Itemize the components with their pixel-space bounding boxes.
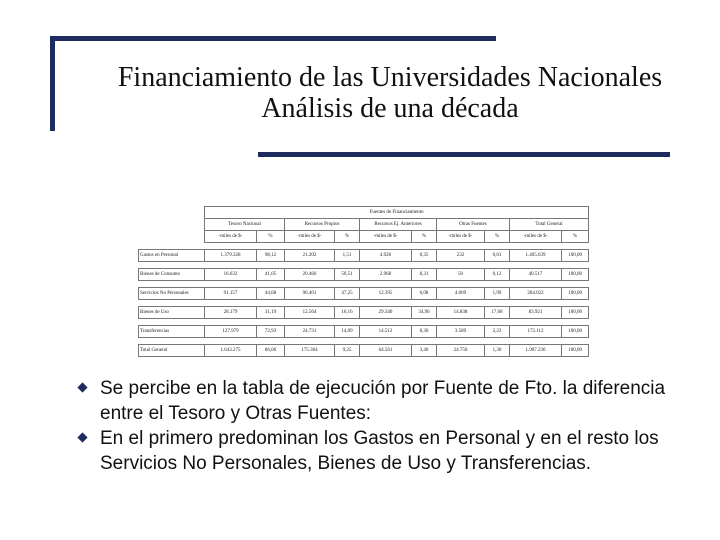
table-cell: 100,00 <box>562 307 589 319</box>
table-cell: 127.979 <box>205 326 257 338</box>
table-cell: 28.179 <box>205 307 257 319</box>
table-cell: 6,08 <box>412 288 437 300</box>
table-cell: 14,09 <box>335 326 360 338</box>
source-header: Recursos Ej. Anteriores <box>360 219 437 231</box>
table-cell: 0,35 <box>412 250 437 262</box>
table-row <box>139 307 589 319</box>
table-cell: 41,05 <box>257 269 285 281</box>
table-cell: 31,19 <box>257 307 285 319</box>
row-label: Servicios No Personales <box>139 288 205 300</box>
table-cell: 50,51 <box>335 269 360 281</box>
decorative-bar-middle <box>258 152 670 157</box>
source-header: Otras Fuentes <box>437 219 510 231</box>
row-label: Bienes de Uso <box>139 307 205 319</box>
source-header: Total General <box>510 219 589 231</box>
table-body <box>139 250 589 357</box>
table-cell: 24.750 <box>437 345 485 357</box>
subheader-value: -miles de $- <box>285 231 335 243</box>
table-cell: 14.838 <box>437 307 485 319</box>
table-cell: 2,23 <box>485 326 510 338</box>
table-cell: 12.564 <box>285 307 335 319</box>
subheader-pct: % <box>562 231 589 243</box>
decorative-bar-left <box>50 36 55 131</box>
bullet-text: Se percibe en la tabla de ejecución por Fuente de Fto. la diferencia entre el Tesoro y Otras Fuentes: <box>100 378 666 424</box>
table-cell: 100,00 <box>562 250 589 262</box>
table-cell: 91.157 <box>205 288 257 300</box>
source-header: Tesoro Nacional <box>205 219 285 231</box>
subheader-value: -miles de $- <box>510 231 562 243</box>
table-cell: 1.405.639 <box>510 250 562 262</box>
table-cell: 14.512 <box>360 326 412 338</box>
decorative-bar-top <box>50 36 496 41</box>
table-cell: 72,93 <box>257 326 285 338</box>
table-cell: 0,01 <box>485 250 510 262</box>
table-cell: 98,12 <box>257 250 285 262</box>
title-line-2: Análisis de una década <box>261 93 519 124</box>
table-cell: 24.731 <box>285 326 335 338</box>
bullet-list <box>78 376 708 476</box>
table-cell: 17,68 <box>485 307 510 319</box>
subheader-pct: % <box>412 231 437 243</box>
table-cell: 50 <box>437 269 485 281</box>
table-cell: 1,30 <box>485 345 510 357</box>
table-row <box>139 269 589 281</box>
subheader-pct: % <box>257 231 285 243</box>
table-cell: 3,40 <box>412 345 437 357</box>
table-cell: 12.395 <box>360 288 412 300</box>
table-cell: 1.643.275 <box>205 345 257 357</box>
table-cell: 9,25 <box>335 345 360 357</box>
table-cell: 1.379.328 <box>205 250 257 262</box>
table-cell: 100,00 <box>562 326 589 338</box>
group-header: Fuentes de Financiamiento <box>205 207 589 219</box>
table-cell: 8,31 <box>412 269 437 281</box>
source-header: Recursos Propios <box>285 219 360 231</box>
subheader-value: -miles de $- <box>205 231 257 243</box>
table-cell: 4.069 <box>437 288 485 300</box>
slide-title <box>60 62 720 124</box>
table-cell: 96.401 <box>285 288 335 300</box>
table-cell: 1,51 <box>335 250 360 262</box>
table-cell: 0,12 <box>485 269 510 281</box>
title-line-1: Financiamiento de las Universidades Nacionales <box>117 62 663 93</box>
table-cell: 21.202 <box>285 250 335 262</box>
subheader-value: -miles de $- <box>437 231 485 243</box>
table-cell: 29.340 <box>360 307 412 319</box>
row-label: Bienes de Consumo <box>139 269 205 281</box>
bullet-item <box>78 426 708 476</box>
table-row <box>139 250 589 262</box>
table-cell: 47,25 <box>335 288 360 300</box>
table-cell: 8,36 <box>412 326 437 338</box>
bullet-item <box>78 376 708 426</box>
table-cell: 175.364 <box>285 345 335 357</box>
table-cell: 44,68 <box>257 288 285 300</box>
table-cell: 83.921 <box>510 307 562 319</box>
table-cell: 100,00 <box>562 269 589 281</box>
table-cell: 16.632 <box>205 269 257 281</box>
table-row <box>139 326 589 338</box>
financing-table-grid <box>138 206 589 357</box>
table-cell: 4.926 <box>360 250 412 262</box>
bullet-text: En el primero predominan los Gastos en Personal y en el resto los Servicios No Personales, Bienes de Uso y Transferencias. <box>100 428 659 474</box>
table-cell: 86,06 <box>257 345 285 357</box>
table-cell: 204.022 <box>510 288 562 300</box>
table-cell: 20.466 <box>285 269 335 281</box>
table-cell: 3.589 <box>437 326 485 338</box>
table-cell: 100,00 <box>562 345 589 357</box>
table-cell: 2.968 <box>360 269 412 281</box>
table-cell: 1.907.230 <box>510 345 562 357</box>
row-label: Total General <box>139 345 205 357</box>
row-label: Transferencias <box>139 326 205 338</box>
table-cell: 232 <box>437 250 485 262</box>
table-cell: 64.561 <box>360 345 412 357</box>
subheader-value: -miles de $- <box>360 231 412 243</box>
table-cell: 40.517 <box>510 269 562 281</box>
table-cell: 34,96 <box>412 307 437 319</box>
table-row <box>139 345 589 357</box>
financing-table <box>138 206 588 353</box>
diamond-bullet-icon <box>77 382 87 392</box>
table-row <box>139 288 589 300</box>
table-cell: 100,00 <box>562 288 589 300</box>
subheader-pct: % <box>485 231 510 243</box>
diamond-bullet-icon <box>77 432 87 442</box>
table-cell: 1,99 <box>485 288 510 300</box>
table-cell: 172.112 <box>510 326 562 338</box>
row-label: Gastos en Personal <box>139 250 205 262</box>
subheader-pct: % <box>335 231 360 243</box>
table-cell: 16,16 <box>335 307 360 319</box>
